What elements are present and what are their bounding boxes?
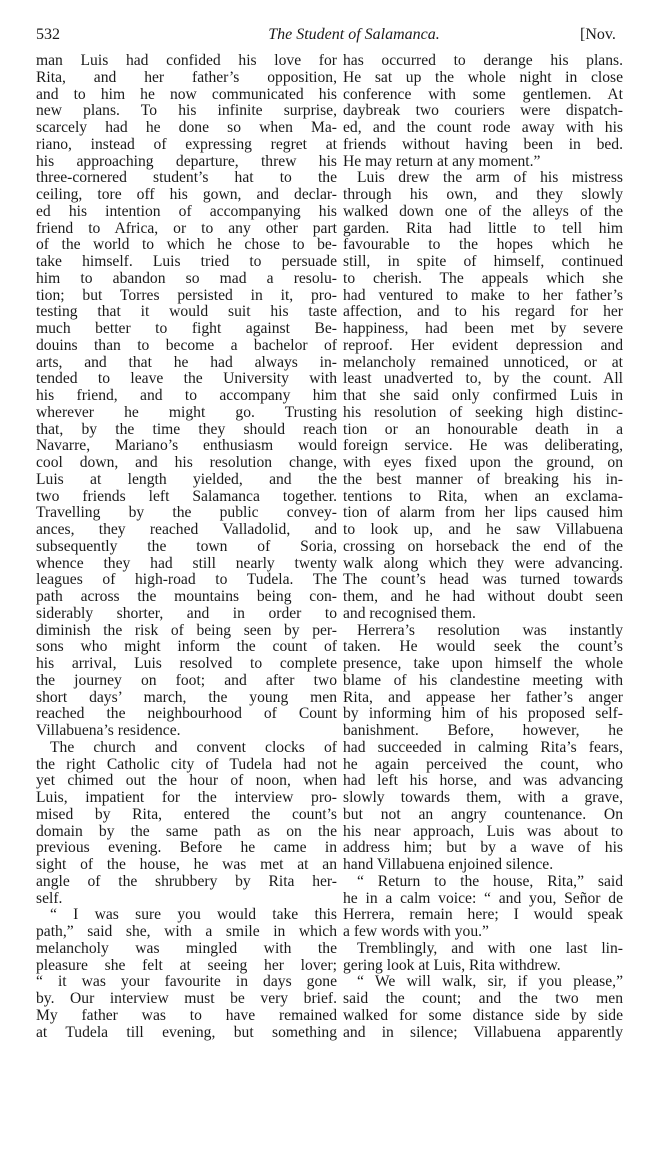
text-line: garden. Rita had little to tell him	[343, 219, 623, 237]
text-line: a few words with you.”	[343, 923, 489, 940]
text-line: He sat up the whole night in close	[343, 68, 623, 86]
text-line: melancholy was mingled with the	[36, 939, 337, 957]
text-line: arts, and that he had always in-	[36, 353, 337, 371]
text-line: diminish the risk of being seen by per-	[36, 621, 337, 639]
text-line: My father was to have remained	[36, 1006, 337, 1024]
text-line: the journey on foot; and after two	[36, 671, 337, 689]
text-line: walk along which they were advancing.	[343, 554, 623, 572]
text-line: walked down one of the alleys of the	[343, 202, 623, 220]
text-line: that, by the time they should reach	[36, 420, 337, 438]
text-line: friends without having been in bed.	[343, 135, 623, 153]
text-line: “ Return to the house, Rita,” said	[357, 872, 623, 890]
text-line: foreign service. He was deliberating,	[343, 437, 623, 455]
text-line: self.	[36, 889, 63, 907]
text-line: address him; but by a wave of his	[343, 839, 623, 857]
text-line: conference with some gentlemen. At	[343, 85, 623, 103]
text-line: douins than to become a bachelor of	[36, 336, 337, 354]
page-number: 532	[36, 26, 60, 43]
text-line: “ We will walk, sir, if you please,”	[357, 973, 623, 991]
text-line: new plans. To his infinite surprise,	[36, 102, 337, 120]
text-line: still, in spite of himself, continued	[343, 253, 623, 270]
text-line: and recognised them.	[343, 604, 476, 622]
text-line: subsequently the town of Soria,	[36, 537, 337, 555]
text-line: tion of alarm from her lips caused him	[343, 504, 623, 522]
text-line: previous evening. Before he came in	[36, 839, 337, 857]
text-line: his near approach, Luis was about to	[343, 822, 623, 840]
text-line: he again perceived the count, who	[343, 755, 623, 773]
text-line: and to him he now communicated his	[36, 85, 337, 103]
text-line: blame of his clandestine meeting with	[343, 671, 623, 689]
text-line: reached the neighbourhood of Count	[36, 705, 337, 723]
text-line: by informing him of his proposed self-	[343, 705, 623, 723]
text-line: had ventured to make to her father’s	[343, 286, 623, 304]
text-line: presence, take upon himself the whole	[343, 655, 623, 672]
text-line: man Luis had confided his love for	[36, 52, 337, 69]
text-line: angle of the shrubbery by Rita her-	[36, 872, 337, 890]
text-line: path,” said she, with a smile in which	[36, 923, 337, 940]
text-line: through his own, and they slowly	[343, 186, 623, 203]
text-line: mised by Rita, entered the count’s	[36, 805, 337, 823]
text-line: Rita, and her father’s opposition,	[36, 68, 337, 86]
text-line: leagues of high-road to Tudela. The	[36, 571, 337, 589]
text-line: his arrival, Luis resolved to complete	[36, 655, 337, 672]
text-line: cool down, and his resolution change,	[36, 454, 337, 471]
text-line: yet chimed out the hour of noon, when	[36, 772, 337, 790]
text-line: affection, and to his regard for her	[343, 303, 623, 321]
text-line: ed, and the count rode away with his	[343, 119, 623, 136]
text-line: Luis drew the arm of his mistress	[357, 169, 623, 187]
text-line: sight of the house, he was met at an	[36, 856, 337, 873]
running-title: The Student of Salamanca.	[268, 26, 440, 43]
text-line: testing that it would suit his taste	[36, 303, 337, 321]
text-line: to cherish. The appeals which she	[343, 269, 623, 287]
text-line: banishment. Before, however, he	[343, 722, 623, 739]
text-line: sons who might inform the count of	[36, 638, 337, 656]
text-line: riano, instead of expressing regret at	[36, 135, 337, 153]
text-line: Herrera’s resolution was instantly	[357, 621, 623, 639]
text-line: tion; but Torres persisted in it, pro-	[36, 286, 337, 304]
text-line: short days’ march, the young men	[36, 688, 337, 706]
text-line: hand Villabuena enjoined silence.	[343, 856, 554, 873]
text-line: Travelling by the public convey-	[36, 504, 337, 522]
text-line: to look up, and he saw Villabuena	[343, 521, 623, 538]
text-line: tion or an honourable death in a	[343, 420, 623, 438]
text-line: the best manner of breaking his in-	[343, 470, 623, 488]
text-line: Herrera, remain here; I would speak	[343, 906, 623, 924]
text-line: Tremblingly, and with one last lin-	[357, 939, 623, 957]
text-line: two friends left Salamanca together.	[36, 487, 337, 505]
text-line: daybreak two couriers were dispatch-	[343, 102, 623, 120]
text-line: gering look at Luis, Rita withdrew.	[343, 956, 561, 974]
text-line: with eyes fixed upon the ground, on	[343, 454, 623, 471]
text-line: “ I was sure you would take this	[50, 906, 337, 924]
text-line: and in silence; Villabuena apparently	[343, 1023, 623, 1041]
text-line: that she said only confirmed Luis in	[343, 387, 623, 404]
text-line: favourable to the hopes which he	[343, 236, 623, 254]
text-line: tentions to Rita, when an exclama-	[343, 487, 623, 505]
text-line: pleasure she felt at seeing her lover;	[36, 956, 337, 974]
text-line: ceiling, tore off his gown, and declar-	[36, 186, 337, 203]
text-line: slowly towards them, with a grave,	[343, 789, 623, 806]
text-line: least unadverted to, by the count. All	[343, 370, 623, 388]
running-month: [Nov.	[580, 26, 616, 43]
text-line: ances, they reached Valladolid, and	[36, 521, 337, 538]
text-line: three-cornered student’s hat to the	[36, 169, 337, 187]
text-line: “ it was your favourite in days gone	[36, 973, 337, 991]
text-line: them, and he had without doubt seen	[343, 588, 623, 605]
text-line: friend to Africa, or to any other part	[36, 219, 337, 237]
text-line: Luis at length yielded, and the	[36, 470, 337, 488]
text-line: take himself. Luis tried to persuade	[36, 253, 337, 270]
text-line: He may return at any moment.”	[343, 152, 541, 170]
text-line: Navarre, Mariano’s enthusiasm would	[36, 437, 337, 455]
text-line: by. Our interview must be very brief.	[36, 990, 337, 1007]
text-line: Luis, impatient for the interview pro-	[36, 789, 337, 806]
text-line: The church and convent clocks of	[50, 738, 337, 756]
text-line: has occurred to derange his plans.	[343, 52, 623, 69]
text-line: siderably shorter, and in order to	[36, 604, 337, 622]
text-line: his friend, and to accompany him	[36, 387, 337, 404]
text-line: melancholy remained unnoticed, or at	[343, 353, 623, 371]
text-line: the right Catholic city of Tudela had not	[36, 755, 337, 773]
text-line: reproof. Her evident depression and	[343, 336, 623, 354]
text-line: at Tudela till evening, but something	[36, 1023, 337, 1041]
text-line: had left his horse, and was advancing	[343, 772, 623, 790]
text-line: Villabuena’s residence.	[36, 722, 181, 739]
left-column	[36, 53, 337, 1041]
text-line: path across the mountains being con-	[36, 588, 337, 605]
text-line: ed his intention of accompanying his	[36, 202, 337, 220]
right-column	[343, 53, 623, 1041]
text-line: Rita, and appease her father’s anger	[343, 688, 623, 706]
text-line: his approaching departure, threw his	[36, 152, 337, 170]
text-line: his resolution of seeking high distinc-	[343, 403, 623, 421]
text-line: tended to leave the University with	[36, 370, 337, 388]
text-line: whence they had still nearly twenty	[36, 554, 337, 572]
text-line: The count’s head was turned towards	[343, 571, 623, 589]
text-line: of the world to which he chose to be-	[36, 236, 337, 254]
text-line: domain by the same path as on the	[36, 822, 337, 840]
text-line: said the count; and the two men	[343, 990, 623, 1007]
text-line: he in a calm voice: “ and you, Señor de	[343, 889, 623, 907]
text-line: but not an angry countenance. On	[343, 805, 623, 823]
text-line: him to abandon so mad a resolu-	[36, 269, 337, 287]
text-line: crossing on horseback the end of the	[343, 537, 623, 555]
text-line: happiness, had been met by severe	[343, 320, 623, 337]
text-line: much better to fight against Be-	[36, 320, 337, 337]
text-line: taken. He would seek the count’s	[343, 638, 623, 656]
text-line: had succeeded in calming Rita’s fears,	[343, 738, 623, 756]
text-line: scarcely had he done so when Ma-	[36, 119, 337, 136]
text-line: wherever he might go. Trusting	[36, 403, 337, 421]
text-line: walked for some distance side by side	[343, 1006, 623, 1024]
